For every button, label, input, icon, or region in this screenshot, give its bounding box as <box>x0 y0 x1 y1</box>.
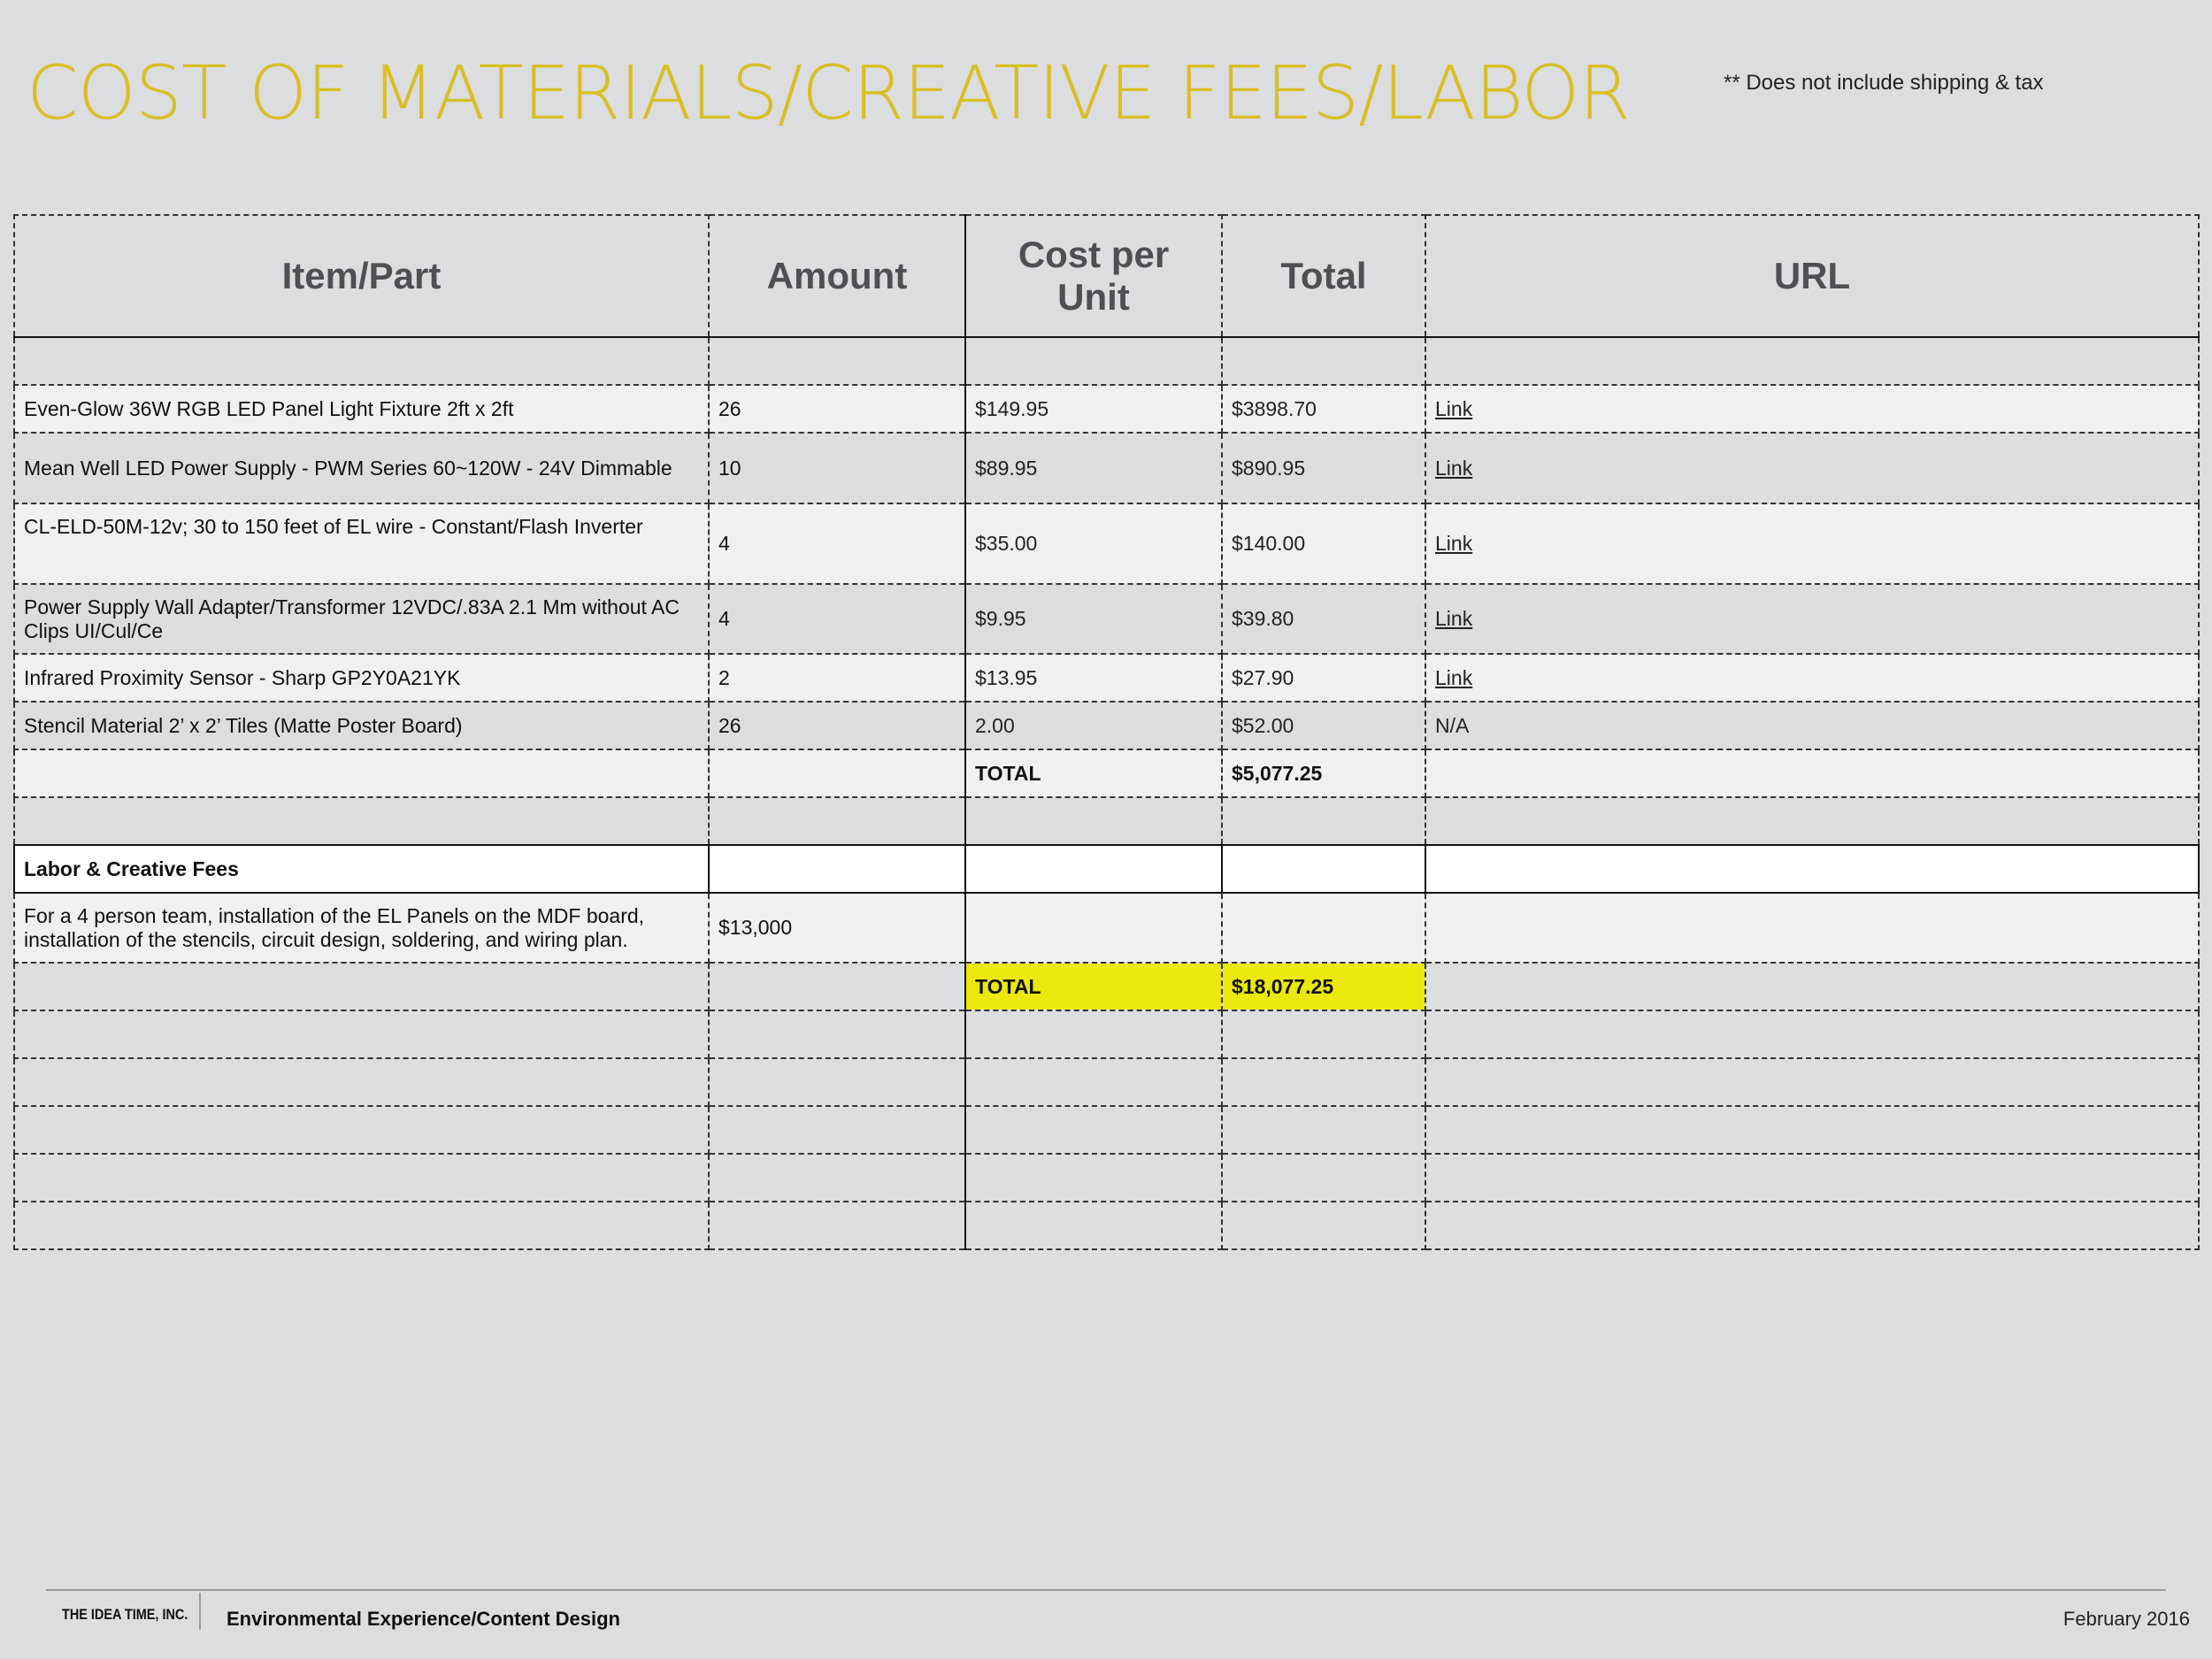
table-row <box>14 702 2199 749</box>
col-header-cost: Cost per Unit <box>965 215 1222 337</box>
product-link[interactable]: Link <box>1435 665 1473 689</box>
item-cell: CL-ELD-50M-12v; 30 to 150 feet of EL wire - Constant/Flash Inverter <box>14 503 709 584</box>
table-cell <box>14 1010 709 1058</box>
table-cell <box>965 1106 1222 1154</box>
url-cell <box>1425 654 2199 702</box>
table-cell <box>14 749 709 797</box>
footer-title: Environmental Experience/Content Design <box>227 1608 620 1630</box>
cost-cell: $9.95 <box>965 584 1222 654</box>
footer-separator <box>199 1593 201 1630</box>
url-cell <box>1425 503 2199 584</box>
table-header-row <box>14 215 2199 337</box>
table-cell <box>1222 893 1425 963</box>
amount-cell: 4 <box>709 584 965 654</box>
item-cell: Power Supply Wall Adapter/Transformer 12VDC/.83A 2.1 Mm without AC Clips UI/Cul/Ce <box>14 584 709 654</box>
table-cell <box>1222 1154 1425 1202</box>
grand-total-value: $18,077.25 <box>1222 963 1425 1010</box>
table-cell <box>14 797 709 845</box>
table-cell <box>1425 1058 2199 1106</box>
table-cell <box>1222 797 1425 845</box>
url-cell <box>1425 584 2199 654</box>
table-cell <box>1222 845 1425 893</box>
table-cell <box>1425 963 2199 1010</box>
table-row-empty <box>14 1202 2199 1249</box>
cost-cell: $13.95 <box>965 654 1222 702</box>
item-cell: Even-Glow 36W RGB LED Panel Light Fixture 2ft x 2ft <box>14 385 709 433</box>
product-link[interactable]: Link <box>1435 532 1473 555</box>
total-cell: $890.95 <box>1222 433 1425 503</box>
table-cell <box>709 963 965 1010</box>
table-row <box>14 433 2199 503</box>
table-cell <box>1222 1106 1425 1154</box>
table-cell <box>14 1202 709 1249</box>
materials-total-value: $5,077.25 <box>1222 749 1425 797</box>
amount-cell: 26 <box>709 385 965 433</box>
shipping-note: ** Does not include shipping & tax <box>1724 71 2044 95</box>
table-row <box>14 385 2199 433</box>
table-cell <box>709 1058 965 1106</box>
grand-total-row <box>14 963 2199 1010</box>
total-cell: $140.00 <box>1222 503 1425 584</box>
table-cell <box>709 749 965 797</box>
table-cell <box>709 1202 965 1249</box>
url-cell: N/A <box>1425 702 2199 749</box>
grand-total-label: TOTAL <box>965 963 1222 1010</box>
cost-cell: $35.00 <box>965 503 1222 584</box>
table-cell <box>709 1106 965 1154</box>
amount-cell: 26 <box>709 702 965 749</box>
table-row-empty <box>14 1058 2199 1106</box>
table-cell <box>1425 1010 2199 1058</box>
table-cell <box>965 337 1222 385</box>
cost-cell: $149.95 <box>965 385 1222 433</box>
table-cell <box>709 1010 965 1058</box>
table-cell <box>1425 1106 2199 1154</box>
table-row-empty <box>14 337 2199 385</box>
total-cell: $52.00 <box>1222 702 1425 749</box>
url-cell <box>1425 433 2199 503</box>
table-cell <box>965 893 1222 963</box>
col-header-url: URL <box>1425 215 2199 337</box>
table-cell <box>709 1154 965 1202</box>
table-cell <box>1222 1202 1425 1249</box>
amount-cell: 2 <box>709 654 965 702</box>
table-cell <box>14 337 709 385</box>
table-row-empty <box>14 1106 2199 1154</box>
table-cell <box>1425 1202 2199 1249</box>
table-cell <box>1222 337 1425 385</box>
table-cell <box>14 1154 709 1202</box>
cost-table <box>13 214 2200 1250</box>
url-cell <box>1425 385 2199 433</box>
table-cell <box>965 1058 1222 1106</box>
materials-total-label: TOTAL <box>965 749 1222 797</box>
table-cell <box>709 337 965 385</box>
amount-cell: 4 <box>709 503 965 584</box>
product-link[interactable]: Link <box>1435 456 1473 480</box>
footer-date: February 2016 <box>2062 1608 2190 1630</box>
table-row-empty <box>14 797 2199 845</box>
item-cell: Mean Well LED Power Supply - PWM Series 60~120W - 24V Dimmable <box>14 433 709 503</box>
col-header-amount: Amount <box>709 215 965 337</box>
materials-total-row <box>14 749 2199 797</box>
table-row <box>14 654 2199 702</box>
col-header-total: Total <box>1222 215 1425 337</box>
table-cell <box>965 1154 1222 1202</box>
table-cell <box>14 1106 709 1154</box>
item-cell: Stencil Material 2’ x 2’ Tiles (Matte Poster Board) <box>14 702 709 749</box>
table-cell <box>1425 337 2199 385</box>
total-cell: $3898.70 <box>1222 385 1425 433</box>
page-title: COST OF MATERIALS/CREATIVE FEES/LABOR <box>27 50 1630 136</box>
table-cell <box>709 797 965 845</box>
table-row <box>14 503 2199 584</box>
table-cell <box>1425 749 2199 797</box>
cost-cell: 2.00 <box>965 702 1222 749</box>
total-cell: $27.90 <box>1222 654 1425 702</box>
cost-cell: $89.95 <box>965 433 1222 503</box>
amount-cell: 10 <box>709 433 965 503</box>
table-cell <box>709 845 965 893</box>
footer-divider <box>46 1589 2166 1591</box>
table-cell <box>1222 1058 1425 1106</box>
table-cell <box>14 1058 709 1106</box>
table-cell <box>965 1202 1222 1249</box>
total-cell: $39.80 <box>1222 584 1425 654</box>
labor-row <box>14 893 2199 963</box>
table-cell <box>1425 1154 2199 1202</box>
product-link[interactable]: Link <box>1435 396 1473 420</box>
cost-table-container <box>13 214 2198 1250</box>
table-cell <box>14 963 709 1010</box>
item-cell: Infrared Proximity Sensor - Sharp GP2Y0A21YK <box>14 654 709 702</box>
table-cell <box>1425 893 2199 963</box>
table-row-empty <box>14 1154 2199 1202</box>
labor-description: For a 4 person team, installation of the EL Panels on the MDF board, installation of the stencils, circuit design, soldering, and wiring plan. <box>14 893 709 963</box>
table-cell <box>1222 1010 1425 1058</box>
col-header-item: Item/Part <box>14 215 709 337</box>
labor-section-row <box>14 845 2199 893</box>
table-cell <box>1425 845 2199 893</box>
table-cell <box>1425 797 2199 845</box>
product-link[interactable]: Link <box>1435 607 1473 630</box>
labor-amount: $13,000 <box>709 893 965 963</box>
labor-section-title: Labor & Creative Fees <box>14 845 709 893</box>
table-cell <box>965 797 1222 845</box>
table-cell <box>965 845 1222 893</box>
company-logo: THE IDEA TIME, INC. <box>62 1606 188 1623</box>
table-row-empty <box>14 1010 2199 1058</box>
table-cell <box>965 1010 1222 1058</box>
table-row <box>14 584 2199 654</box>
